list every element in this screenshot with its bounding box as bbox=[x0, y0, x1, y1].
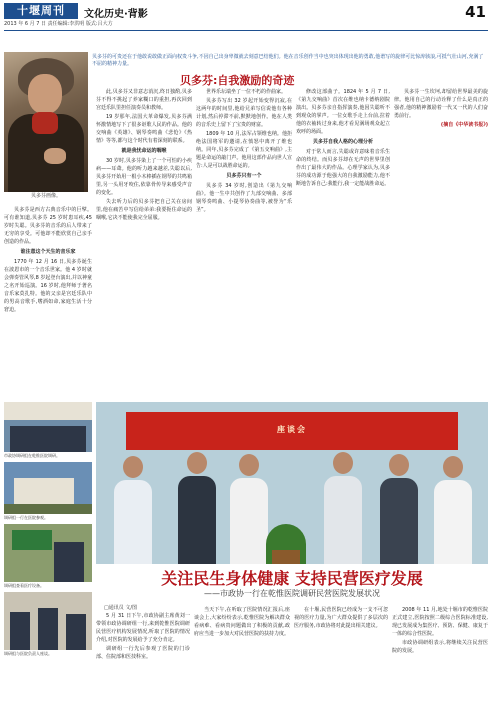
article1-column-1 bbox=[4, 206, 92, 398]
paragraph: 在十堰,民营医院已经成为一支不可忽视的医疗力量,为广大群众提供了多层次的医疗服务,市政协将对此提出相关建议。 bbox=[294, 607, 388, 629]
photo-inspection bbox=[4, 524, 92, 582]
article2-column-3 bbox=[294, 606, 388, 700]
column-title: 文化历史·背影 bbox=[84, 9, 148, 20]
paragraph: 此,贝多芬又非意志消沉,终日独酌,贝多芬不得不挑起了养家糊口的重担,再次回到宫廷乐队里担任演奏员和教师。 bbox=[96, 89, 192, 111]
photo-caption: 市政协调研组在乾惟医院调研。 bbox=[4, 453, 60, 458]
article2-subhead: ——市政协一行在乾惟医院调研民营医院发展状况 bbox=[204, 589, 380, 598]
article-lead: 贝多芬的可贵还在于他敢说敢做正面向权贵斗争,不因自己出身卑微就去刻意巴结他们。他在音乐创作当中也突出体现出他的勇敢,他谱写的旋律可比惊涛骇浪,可抵气壮山河,充满了不屈的精神力量。 bbox=[92, 54, 484, 67]
page-number: 41 bbox=[465, 3, 486, 21]
paragraph: 5 月 31 日下午,市政协副主席黄刘一带领市政协调研组一行,来到乾惟医院调研民营医疗机构发展情况,听取了医院的情况介绍,对医院的发展给予了充分肯定。 bbox=[96, 613, 190, 643]
beethoven-portrait bbox=[4, 52, 88, 192]
article1-column-3 bbox=[196, 88, 292, 398]
paragraph: 2008 年 11 月,地处十堰市的乾惟医院正式建立,医院按照二级综合医院标准建设,现已发展成为集医疗、预防、保健、康复于一体的综合性医院。 bbox=[392, 607, 488, 637]
paragraph: 贝多芬写出 32 岁起开始变得沉寂,在这两年的时间里,他给兄弟写信说他有各种计划,然后停滞不前,默默地创作。他在人类的音乐史上留下了宝贵的财富。 bbox=[196, 98, 292, 128]
paragraph: 贝多芬 34 岁时,创造出《第九交响曲》。他一生中共创作了九部交响曲、多部钢琴奏鸣曲、小提琴协奏曲等,被誉为“乐圣”。 bbox=[196, 183, 292, 213]
portrait-caption: 贝多芬画像。 bbox=[30, 193, 61, 199]
subheading: 谁注意这个天生的音乐家 bbox=[20, 249, 76, 255]
article-headline: 贝多芬:自我激励的奇迹 bbox=[180, 74, 295, 87]
header-rule bbox=[4, 30, 488, 31]
article2-byline: □通讯员 文/图 bbox=[104, 605, 137, 611]
photo-hospital-exterior bbox=[4, 462, 92, 514]
article1-column-2 bbox=[96, 88, 192, 398]
subheading: 贝多芬自我人格的心理分析 bbox=[312, 139, 373, 145]
paragraph: 1770 年 12 月 16 日,贝多芬诞生在波恩市的一个音乐世家。他 4 岁时就会弹奏管风琴,8 岁起登台演出,并以神童之名开始巡演。16 岁时,他拜师于著名音乐家莫扎特。他的父亲是宫廷乐队中的男高音歌手,嗜酒如命,家庭生活十分窘迫。 bbox=[4, 259, 92, 313]
group-photo bbox=[96, 402, 488, 564]
paragraph: 失去听力后的贝多芬把自己关在房间里,他在痛苦中写信给弟弟:我要扼住命运的咽喉,它决不能使我完全屈服。 bbox=[96, 199, 192, 221]
paragraph: 市政协调研组表示,将继续关注民营医院的发展。 bbox=[392, 640, 488, 654]
subheading: 贝多芬只有一个 bbox=[226, 173, 262, 179]
date-line: 2013 年 6 月 7 日 责任编辑:李洪明 版式:吕大方 bbox=[4, 21, 113, 27]
paragraph: 对于常人而言,失聪或许意味着音乐生命的终结。而贝多芬却在无声的世界里创作出了最伟大的作品。心理学家认为,贝多芬的成功源于他强大的自我激励能力,他不断地告诉自己:我能行,我一定能战胜命运。 bbox=[296, 149, 390, 187]
article1-column-4 bbox=[296, 88, 390, 398]
photo-caption: 调研组查看医疗设备。 bbox=[4, 583, 44, 588]
photo-meeting bbox=[4, 402, 92, 452]
article2-column-1 bbox=[96, 612, 190, 700]
article1-column-5 bbox=[394, 88, 488, 398]
article2-column-4 bbox=[392, 606, 488, 700]
paragraph: 当天下午,在听取了医院情况汇报后,座谈会上,大家纷纷表示,乾惟医院为解决群众看病难、看病贵问题做出了积极的贡献,政府应当进一步加大对民营医院的扶持力度。 bbox=[194, 607, 290, 637]
paragraph: 修改这部曲子。1824 年 5 月 7 日,《第九交响曲》首次在维也纳卡德纳剧院演出。贝多芬亲自指挥演奏,他因失聪听不到观众的掌声。一位女歌手走上台前,拉着他的衣袖转过身来,他才看见满场观众起立欢呼的场面。 bbox=[296, 89, 390, 135]
paragraph: 世界乐坛端坐了一位不朽的作曲家。 bbox=[206, 89, 287, 95]
photo-caption: 调研组与医院负责人座谈。 bbox=[4, 651, 52, 656]
article-credit: (摘自《中华读书报》) bbox=[440, 122, 488, 128]
section-title: 十堰周刊 bbox=[4, 3, 78, 19]
masthead bbox=[4, 3, 488, 29]
paragraph: 贝多芬一生坎坷,却留给世界最美的旋律。他用自己的行动诠释了什么是真正的强者,他的精神激励着一代又一代的人们奋勇前行。 bbox=[394, 89, 488, 119]
subheading: 就是我忧命运的咽喉 bbox=[121, 148, 167, 154]
article2-column-2 bbox=[194, 606, 290, 700]
paragraph: 贝多芬是西方古典音乐中的巨擘。可有谁知道,贝多芬 25 岁时患耳疾,45 岁时失聪。贝多芬的音乐的后人带来了无穷的享受。可他却不能欣赏自己亲手创造的作品。 bbox=[4, 207, 92, 245]
photo-discussion bbox=[4, 592, 92, 650]
paragraph: 调研组一行先后参观了医院的门诊部、住院部和医技科室。 bbox=[96, 646, 190, 660]
paragraph: 30 岁时,贝多芬染上了一个可怕的小疾病——耳聋。他的听力越来越差,失聪以后,贝多芬开始用一根小木棒插在钢琴的共鸣箱里,另一头用牙咬住,依靠骨传导来感受声音的变化。 bbox=[96, 158, 192, 196]
paragraph: 1809 年 10 月,法军占领维也纳。他拒绝法国将军的邀请,在愤怒中离开了维也纳。同年,贝多芬完成了《第五交响曲》,主题是命运的敲门声。他用这部作品向世人宣告:人是可以战胜命运的。 bbox=[196, 131, 292, 169]
photo-caption: 调研组一行在医院参观。 bbox=[4, 515, 48, 520]
article2-headline: 关注民生身体健康 支持民营医疗发展 bbox=[161, 569, 423, 588]
paragraph: 19 岁那年,法国大革命爆发,贝多芬满怀激情地写下了很多讴歌人民的作品。他的交响曲《英雄》、钢琴奏鸣曲《悲怆》《热情》等等,都与这个时代有着深刻的联系。 bbox=[96, 114, 192, 144]
photo-banner: 座谈会 bbox=[126, 412, 458, 450]
